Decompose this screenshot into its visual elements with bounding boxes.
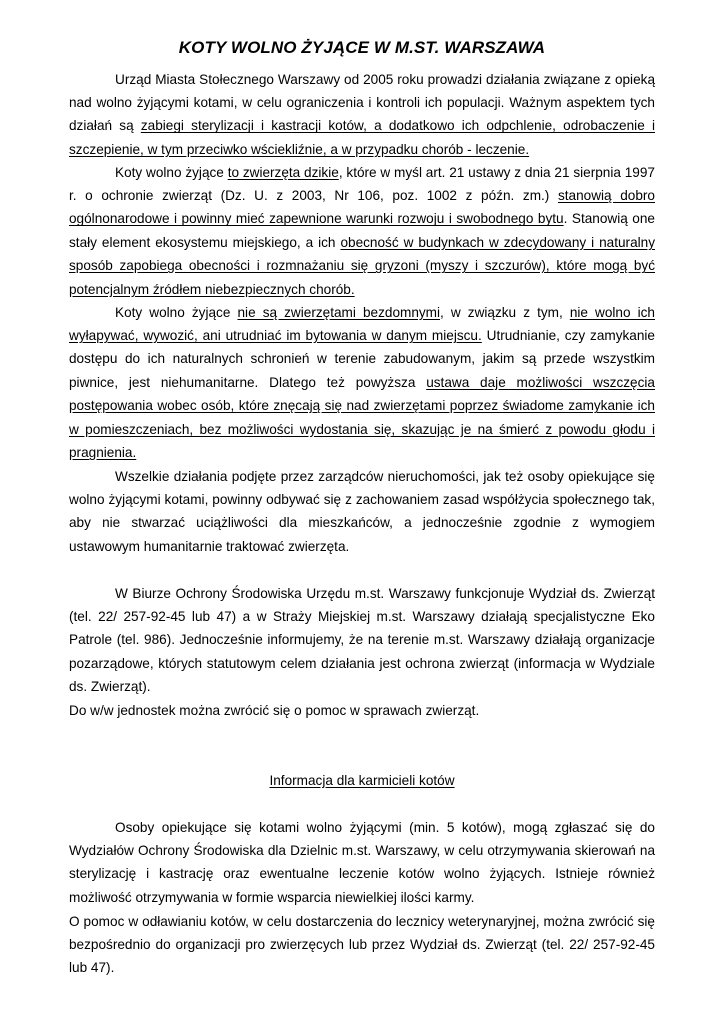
homeless-underlined-1: nie są zwierzętami bezdomnymi (237, 304, 441, 320)
intro-text: Urząd Miasta Stołecznego Warszawy od 2005 roku prowadzi działania związane z opieką nad wolno żyjącymi kotami, w celu ograniczenia i kontroli ich populacji. Ważnym aspektem tych działań są (69, 71, 655, 134)
paragraph-feeders: Osoby opiekujące się kotami wolno żyjącymi (min. 5 kotów), mogą zgłaszać się do Wydziałów Ochrony Środowiska dla Dzielnic m.st. Warszawy, w celu otrzymywania skierowań na sterylizację i kastrację oraz ewentualne leczenie kotów wolno żyjących. Istnieje również możliwość otrzymywania w formie wsparcia niewielkiej ilości karmy. (69, 819, 655, 905)
paragraph-managers: Wszelkie działania podjęte przez zarządców nieruchomości, jak też osoby opiekujące się wolno żyjącymi kotami, powinny odbywać się z zachowaniem zasad współżycia społecznego tak, aby nie stwarzać uciążliwości dla mieszkańców, a jednocześnie zgodnie z wymogiem ustawowym humanitarnie traktować zwierzęta. (69, 468, 655, 554)
paragraph-trapping: O pomoc w odławianiu kotów, w celu dostarczenia do lecznicy weterynaryjnej, można zwrócić się bezpośrednio do organizacji pro zwierzęcych lub przez Wydział ds. Zwierząt (tel. 22/ 257-92-45 lub 47). (69, 913, 655, 976)
wild-text-1: Koty wolno żyjące (115, 164, 228, 180)
paragraph-not-homeless (69, 301, 655, 465)
paragraph-intro (69, 68, 655, 162)
wild-underlined-dzikie: to zwierzęta dzikie (227, 164, 339, 180)
homeless-underlined-2: nie wolno ich wyłapywać, wywozić, ani utrudniać im bytowania w danym miejscu. (69, 304, 655, 343)
wild-underlined-rodents: obecność w budynkach w zdecydowany i naturalny sposób zapobiega obecności i rozmnażaniu się gryzoni (myszy i szczurów), które mogą być potencjalnym źródłem niebezpiecznych chorób. (69, 234, 656, 297)
wild-text-3: . Stanowią one stały element ekosystemu miejskiego, a ich (69, 211, 655, 250)
wild-text-2: , które w myśl art. 21 ustawy z dnia 21 sierpnia 1997 r. o ochronie zwierząt (Dz. U. z 2003, Nr 106, poz. 1002 z późn. zm.) (69, 164, 655, 203)
homeless-text-3: Utrudnianie, czy zamykanie dostępu do ich naturalnych schronień w terenie zabudowanym, jakim są przede wszystkim piwnice, jest niehumanitarne. Dlatego też powyższa (69, 328, 655, 390)
section-heading-text: Informacja dla karmicieli kotów (269, 773, 455, 788)
intro-underlined-procedures: zabiegi sterylizacji i kastracji kotów, a dodatkowo ich odpchlenie, odrobaczenie i szczepienie, w tym przeciwko wściekliźnie, a w przypadku chorób - leczenie. (69, 118, 655, 157)
wild-underlined-dobro: stanowią dobro ogólnonarodowe i powinny mieć zapewnione warunki rozwoju i swobodnego bytu (69, 188, 655, 227)
homeless-underlined-3: ustawa daje możliwości wszczęcia postępowania wobec osób, które znęcają się nad zwierzętami poprzez świadome zamykanie ich w pomieszczeniach, bez możliwości wydostania się, skazując je na śmierć z powodu głodu i pragnienia. (69, 374, 655, 461)
homeless-text-1: Koty wolno żyjące (115, 304, 238, 320)
paragraph-help: Do w/w jednostek można zwrócić się o pomoc w sprawach zwierząt. (69, 702, 480, 718)
paragraph-offices: W Biurze Ochrony Środowiska Urzędu m.st. Warszawy funkcjonuje Wydział ds. Zwierząt (tel. 22/ 257-92-45 lub 47) a w Straży Miejskiej m.st. Warszawy działają specjalistyczne Eko Patrole (tel. 986). Jednocześnie informujemy, że na terenie m.st. Warszawy działają organizacje pozarządowe, których statutowym celem działania jest ochrona zwierząt (informacja w Wydziale ds. Zwierząt). (69, 585, 655, 695)
homeless-text-2: , w związku z tym, (440, 304, 570, 320)
paragraph-wild-animals (69, 161, 655, 301)
section-heading-feeders (0, 771, 724, 791)
page-title: KOTY WOLNO ŻYJĄCE W M.ST. WARSZAWA (178, 38, 546, 57)
